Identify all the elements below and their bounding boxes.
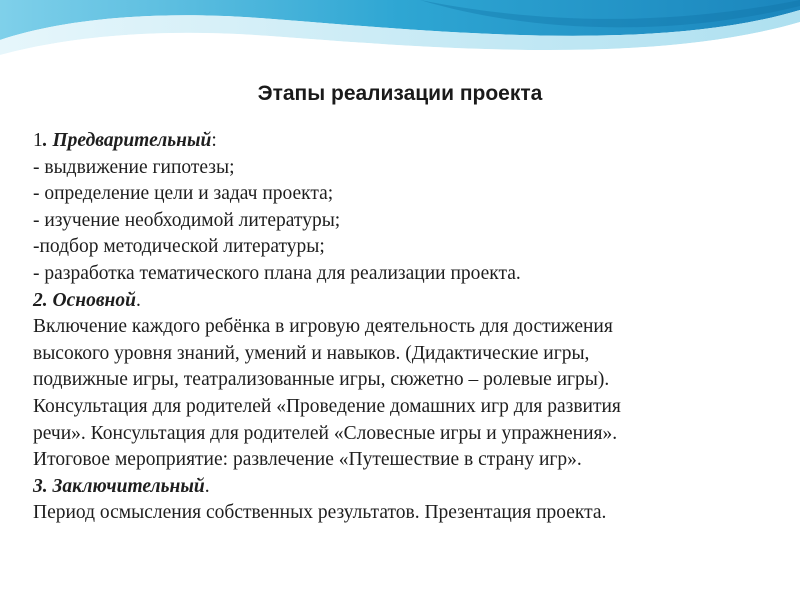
stage2-heading [33, 288, 783, 315]
stage2-line: подвижные игры, театрализованные игры, сюжетно – ролевые игры). [33, 369, 610, 391]
stage1-item: - определение цели и задач проекта; [33, 183, 334, 205]
stage2-suffix: . [135, 289, 141, 311]
stage1-item: - разработка тематического плана для реализации проекта. [33, 262, 521, 284]
stage1-suffix: : [211, 130, 217, 151]
stage1-number: 1 [33, 130, 43, 151]
stage2-line: высокого уровня знаний, умений и навыков. (Дидактические игры, [33, 342, 590, 364]
stage2-name: 2. Основной [33, 289, 136, 311]
stage2-line: Включение каждого ребёнка в игровую деятельность для достижения [33, 316, 613, 338]
stage3-line: Период осмысления собственных результатов. Презентация проекта. [33, 502, 607, 524]
stage3-name: 3. Заключительный [33, 475, 205, 497]
decorative-wave [0, 0, 800, 80]
slide-title: Этапы реализации проекта [257, 82, 543, 105]
stage2-line: речи». Консультация для родителей «Словесные игры и упражнения». [33, 422, 618, 444]
stage3-heading [33, 474, 783, 501]
stage1-item: - выдвижение гипотезы; [33, 156, 235, 178]
stage1-item: -подбор методической литературы; [33, 236, 325, 258]
stage1-name: . Предварительный [42, 130, 212, 151]
stage1-heading [33, 128, 783, 155]
stage1-item: - изучение необходимой литературы; [33, 209, 341, 231]
stage3-suffix: . [204, 475, 210, 497]
stage2-line: Итоговое мероприятие: развлечение «Путешествие в страну игр». [33, 449, 582, 471]
stage2-line: Консультация для родителей «Проведение домашних игр для развития [33, 395, 621, 417]
slide-body [33, 128, 783, 527]
